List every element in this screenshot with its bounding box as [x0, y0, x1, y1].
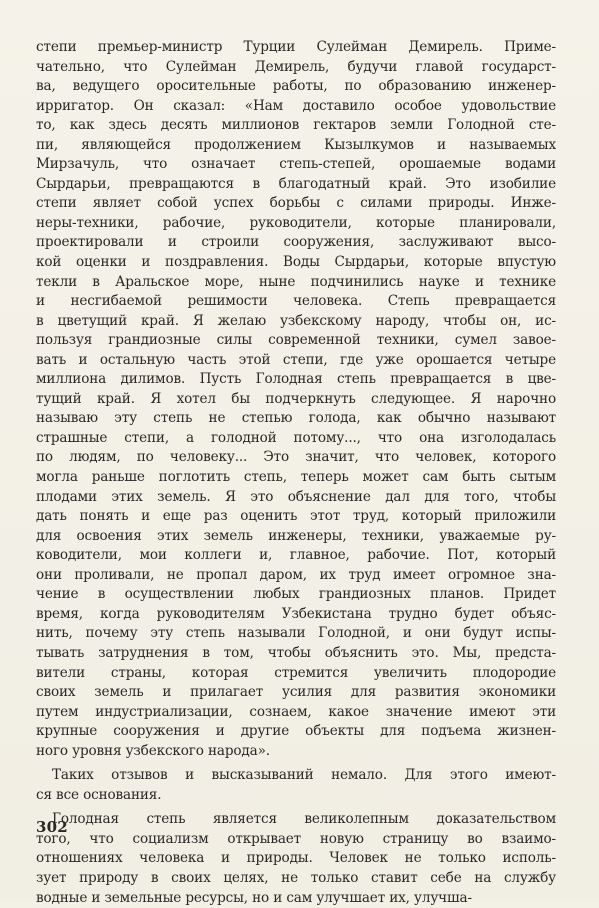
text-line: дать понять и еще раз оценить этот труд, который приложили: [36, 508, 556, 525]
text-line: текли в Аральское море, ныне подчинились науке и технике: [36, 273, 556, 290]
text-line: в цветущий край. Я желаю узбекскому народу, чтобы он, ис-: [36, 312, 556, 329]
text-line: плодами этих земель. Я это объяснение дал для того, чтобы: [36, 488, 556, 505]
text-line: вать и остальную часть этой степи, где уже орошается четыре: [36, 351, 556, 368]
text-line: неры-техники, рабочие, руководители, которые планировали,: [36, 214, 556, 231]
text-line: крупные сооружения и другие объекты для подъема жизнен-: [36, 723, 556, 740]
body-text: [36, 38, 556, 908]
text-line: чение в осуществлении любых грандиозных планов. Придет: [36, 586, 556, 603]
text-line: пользуя грандиозные силы современной техники, сумел завое-: [36, 332, 556, 349]
text-line: страшные степи, а голодной потому..., что она изголодалась: [36, 429, 556, 446]
text-line: время, когда руководителям Узбекистана трудно будет объяс-: [36, 605, 556, 622]
text-line: могла раньше поглотить степь, теперь может сам быть сытым: [36, 469, 556, 486]
text-line: того, что социализм открывает новую страницу во взаимо-: [36, 830, 556, 847]
text-line: кой оценки и поздравления. Воды Сырдарьи, которые впустую: [36, 254, 556, 271]
text-line: водные и земельные ресурсы, но и сам улучшает их, улучша-: [36, 889, 472, 906]
text-line: по людям, по человеку... Это значит, что человек, которого: [36, 449, 556, 466]
text-line: то, как здесь десять миллионов гектаров земли Голодной сте-: [36, 117, 556, 134]
text-line: проектировали и строили сооружения, заслуживают высо-: [36, 234, 556, 251]
paragraph: [36, 766, 556, 805]
page-number: 302: [36, 818, 68, 836]
text-line: вители страны, которая стремится увеличить плодородие: [36, 664, 556, 681]
text-line: ирригатор. Он сказал: «Нам доставило особое удовольствие: [36, 97, 556, 114]
text-line: зует природу в своих целях, не только ставит себе на службу: [36, 869, 556, 886]
text-line: Сырдарьи, превращаются в благодатный край. Это изобилие: [36, 175, 556, 192]
text-line: называю эту степь не степью голода, как обычно называют: [36, 410, 556, 427]
text-line: отношениях человека и природы. Человек не только исполь-: [36, 850, 556, 867]
text-line: степи являет собой успех борьбы с силами природы. Инже-: [36, 195, 556, 212]
text-line: для освоения этих земель инженеры, техники, уважаемые ру-: [36, 527, 556, 544]
text-line: пи, являющейся продолжением Кызылкумов и называемых: [36, 136, 556, 153]
text-line: Таких отзывов и высказываний немало. Для этого имеют-: [52, 767, 556, 784]
paragraph: [36, 38, 556, 761]
text-line: Голодная степь является великолепным доказательством: [52, 811, 556, 828]
text-line: тывать затруднения в том, чтобы объяснить это. Мы, предста-: [36, 644, 556, 661]
text-line: миллиона дилимов. Пусть Голодная степь превращается в цве-: [36, 371, 556, 388]
text-line: своих земель и прилагает усилия для развития экономики: [36, 684, 556, 701]
text-line: путем индустриализации, сознаем, какое значение имеют эти: [36, 703, 556, 720]
text-line: ководители, мои коллеги и, главное, рабочие. Пот, который: [36, 547, 556, 564]
text-line: ся все основания.: [36, 786, 162, 803]
text-line: степи премьер-министр Турции Сулейман Демирель. Приме-: [36, 39, 556, 55]
text-line: чательно, что Сулейман Демирель, будучи главой государст-: [36, 58, 556, 75]
text-line: ного уровня узбекского народа».: [36, 742, 270, 759]
text-line: тущий край. Я хотел бы подчеркнуть следующее. Я нарочно: [36, 390, 556, 407]
text-line: они проливали, не пропал даром, их труд имеет огромное зна-: [36, 566, 556, 583]
text-line: нить, почему эту степь называли Голодной, и они будут испы-: [36, 625, 556, 642]
text-line: Мирзачуль, что означает степь-степей, орошаемые водами: [36, 156, 556, 173]
text-line: ва, ведущего оросительные работы, по образованию инженер-: [36, 78, 556, 95]
paragraph: [36, 810, 556, 908]
text-line: и несгибаемой решимости человека. Степь превращается: [36, 293, 556, 310]
